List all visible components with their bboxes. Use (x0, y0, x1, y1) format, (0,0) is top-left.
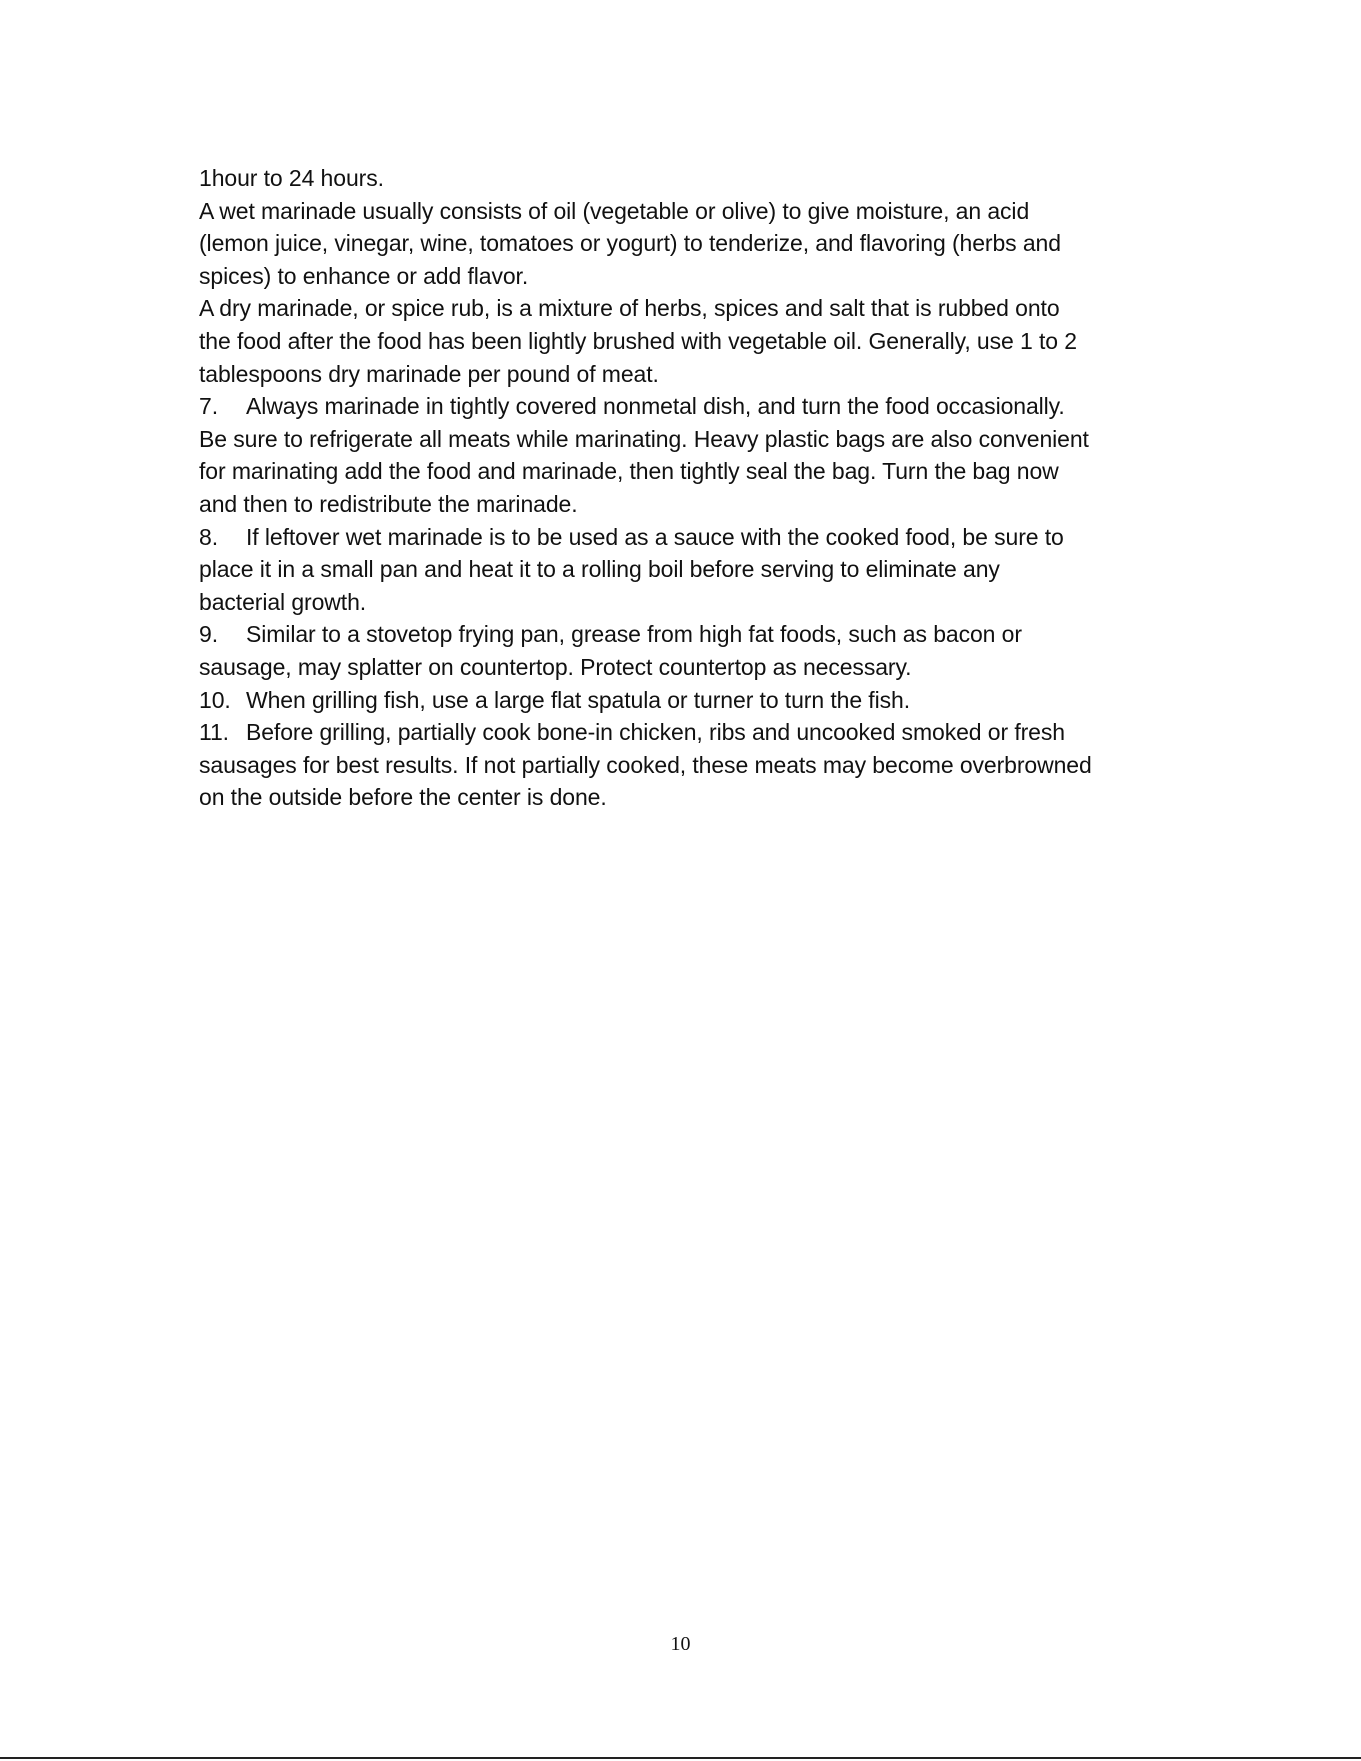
list-number: 10. (199, 686, 231, 713)
list-number: 8. (199, 523, 218, 550)
page-number: 10 (670, 1633, 691, 1655)
text-line: and then to redistribute the marinade. (199, 490, 578, 517)
text-line: on the outside before the center is done. (199, 784, 607, 811)
list-number: 11. (199, 719, 229, 746)
list-item-8 (199, 521, 1159, 554)
list-item-7 (199, 390, 1159, 423)
text-line: spices) to enhance or add flavor. (199, 262, 529, 289)
list-item-11 (199, 716, 1159, 749)
text-line: A wet marinade usually consists of oil (vegetable or olive) to give moisture, an acid (199, 197, 1030, 224)
list-item-text: Always marinade in tightly covered nonmetal dish, and turn the food occasionally. (246, 393, 1065, 420)
list-item-text: If leftover wet marinade is to be used as a sauce with the cooked food, be sure to (246, 523, 1064, 550)
text-line: sausage, may splatter on countertop. Protect countertop as necessary. (199, 653, 912, 680)
body-text (199, 162, 1159, 814)
list-item-text: When grilling fish, use a large flat spatula or turner to turn the fish. (246, 686, 910, 713)
text-line: for marinating add the food and marinade, then tightly seal the bag. Turn the bag now (199, 458, 1059, 485)
bottom-divider (0, 1757, 1361, 1759)
text-line: the food after the food has been lightly brushed with vegetable oil. Generally, use 1 to 2 (199, 327, 1077, 354)
list-number: 9. (199, 621, 218, 648)
list-number: 7. (199, 393, 218, 420)
text-line: place it in a small pan and heat it to a rolling boil before serving to eliminate any (199, 556, 1000, 583)
text-line: 1hour to 24 hours. (199, 165, 384, 191)
list-item-9 (199, 618, 1159, 651)
text-line: Be sure to refrigerate all meats while marinating. Heavy plastic bags are also convenient (199, 425, 1089, 452)
text-line: bacterial growth. (199, 588, 367, 615)
list-item-text: Similar to a stovetop frying pan, grease from high fat foods, such as bacon or (246, 621, 1022, 648)
text-line: (lemon juice, vinegar, wine, tomatoes or yogurt) to tenderize, and flavoring (herbs and (199, 230, 1061, 257)
text-line: tablespoons dry marinade per pound of meat. (199, 360, 659, 387)
text-line: sausages for best results. If not partially cooked, these meats may become overbrowned (199, 751, 1092, 778)
list-item-text: Before grilling, partially cook bone-in chicken, ribs and uncooked smoked or fresh (246, 719, 1065, 746)
list-item-10 (199, 684, 1159, 717)
text-line: A dry marinade, or spice rub, is a mixture of herbs, spices and salt that is rubbed onto (199, 295, 1060, 322)
